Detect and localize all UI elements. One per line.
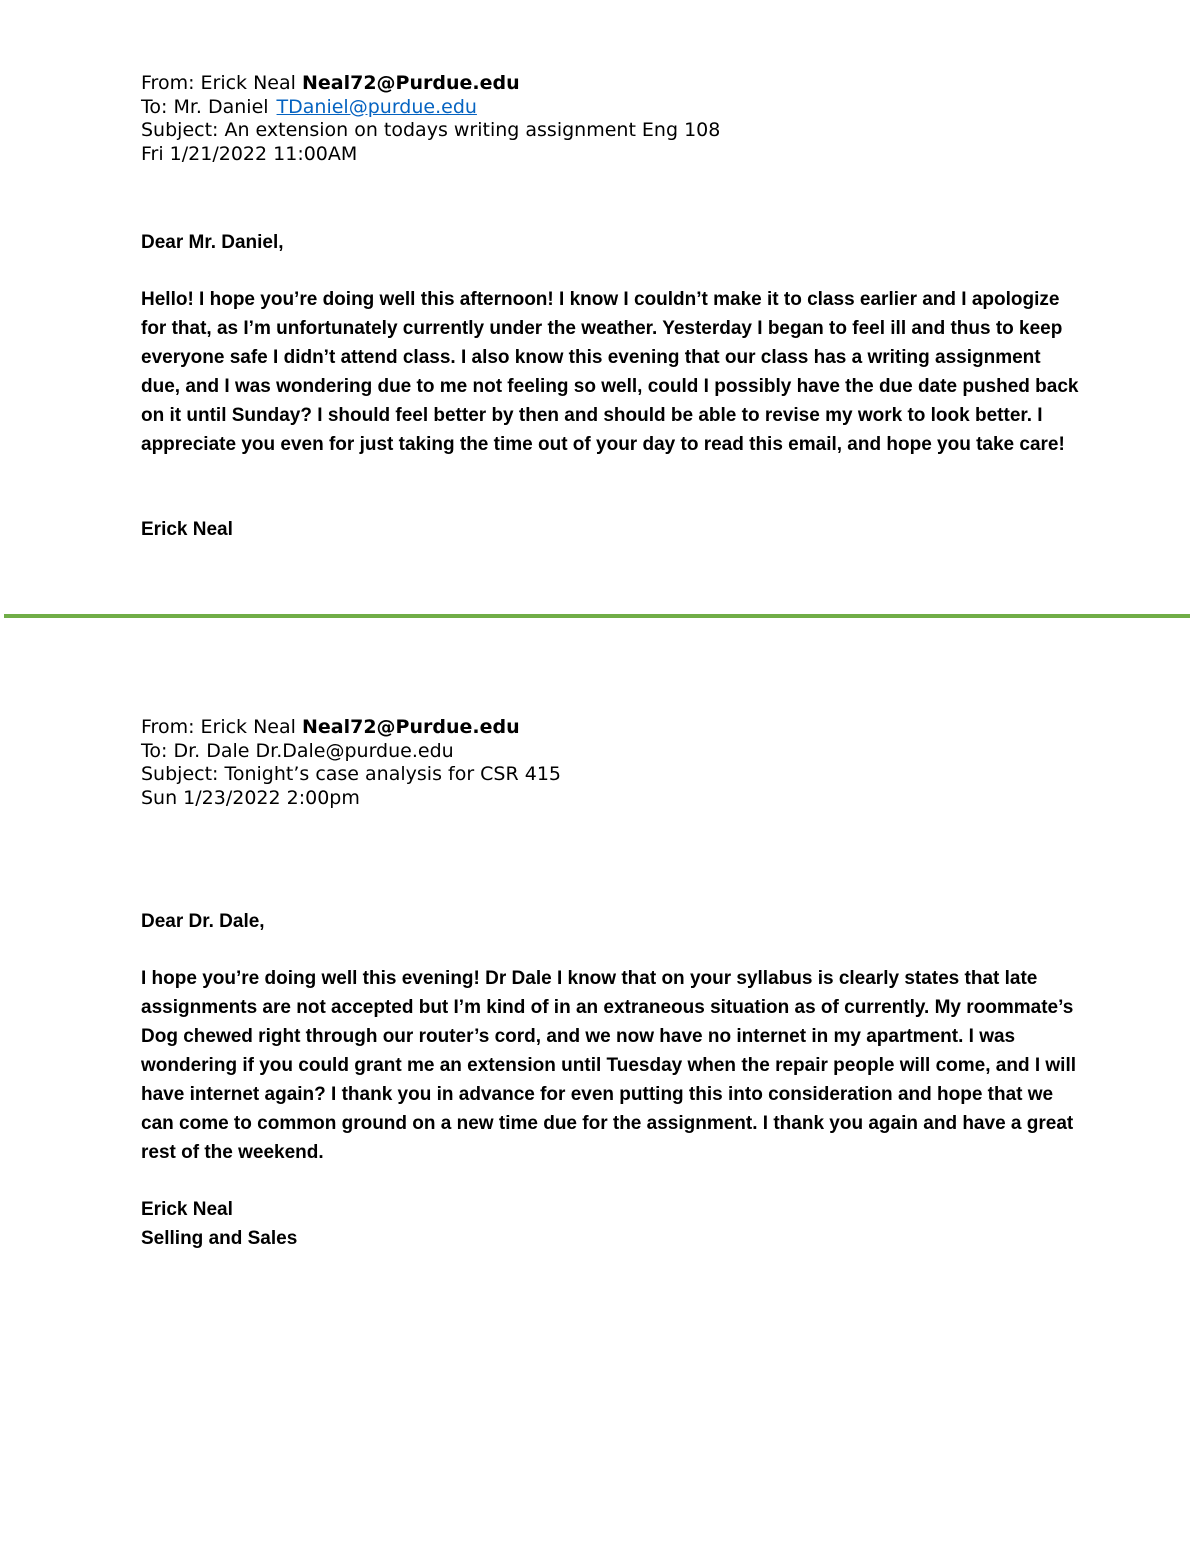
email-2-date: Sun 1/23/2022 2:00pm	[141, 786, 360, 809]
section-divider	[4, 614, 1190, 618]
email-2	[141, 716, 1081, 1253]
email-2-signature	[141, 1195, 1081, 1253]
email-1	[141, 72, 1081, 544]
email-2-to-line: To: Dr. Dale Dr.Dale@purdue.edu	[141, 739, 454, 762]
email-1-to-line	[141, 96, 1081, 120]
email-1-from-label: From: Erick Neal	[141, 72, 296, 94]
email-1-to-label: To: Mr. Daniel	[141, 95, 269, 118]
email-1-date: Fri 1/21/2022 11:00AM	[141, 142, 358, 165]
email-2-body: I hope you’re doing well this evening! Dr Dale I know that on your syllabus is clearly states that late assignments are not accepted but I’m kind of in an extraneous situation as of currently. My roommate’s Dog chewed right through our router’s cord, and we now have no internet in my apartment. I was wondering if you could grant me an extension until Tuesday when the repair people will come, and I will have internet again? I thank you in advance for even putting this into consideration and hope that we can come to common ground on a new time due for the assignment. I thank you again and have a great rest of the weekend.	[141, 968, 1077, 1163]
email-1-to-address-link[interactable]: TDaniel@purdue.edu	[276, 95, 477, 118]
email-1-from-address: Neal72@Purdue.edu	[301, 72, 520, 94]
email-1-signature: Erick Neal	[141, 519, 233, 540]
email-1-body: Hello! I hope you’re doing well this afternoon! I know I couldn’t make it to class earlier and I apologize for that, as I’m unfortunately currently under the weather. Yesterday I began to feel ill and thus to keep everyone safe I didn’t attend class. I also know this evening that our class has a writing assignment due, and I was wondering due to me not feeling so well, could I possibly have the due date pushed back on it until Sunday? I should feel better by then and should be able to revise my work to look better. I appreciate you even for just taking the time out of your day to read this email, and hope you take care!	[141, 289, 1079, 455]
email-1-from-line	[141, 72, 1081, 96]
email-2-from-address: Neal72@Purdue.edu	[301, 716, 520, 738]
email-2-from-label: From: Erick Neal	[141, 716, 296, 738]
email-1-greeting: Dear Mr. Daniel,	[141, 232, 284, 253]
email-2-signature-title: Selling and Sales	[141, 1228, 298, 1249]
email-1-subject: Subject: An extension on todays writing assignment Eng 108	[141, 119, 721, 141]
email-2-subject: Subject: Tonight’s case analysis for CSR 415	[141, 763, 562, 785]
email-2-from-line	[141, 716, 1081, 740]
email-2-greeting: Dear Dr. Dale,	[141, 911, 265, 932]
email-2-signature-name: Erick Neal	[141, 1199, 233, 1220]
